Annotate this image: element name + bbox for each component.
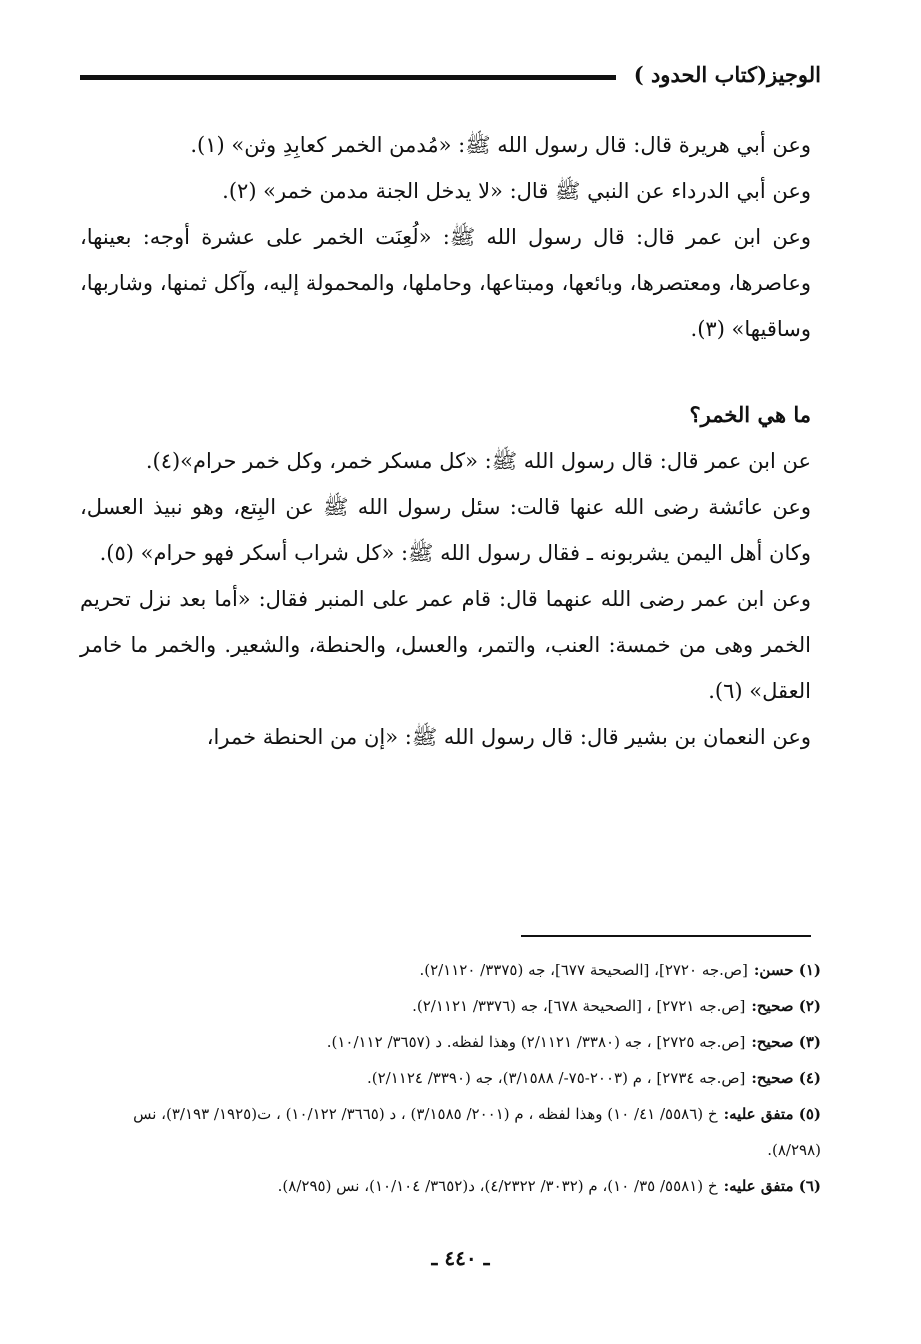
footnote-rule — [521, 935, 811, 937]
footnote-text: خ (٥٥٨٦/ ٤١/ ١٠) وهذا لفظه ، م (٢٠٠١/ ٣/١٥٨٥) ، د (٣٦٦٥/ ١٠/١٢٢) ، ت(١٩٢٥/ ٣/١٩٣)، نس (٨/٢٩٨). — [133, 1105, 821, 1159]
main-text — [80, 122, 811, 760]
footnotes — [80, 952, 821, 1204]
footnote-label: (٥) متفق عليه: — [723, 1105, 821, 1123]
footnote-text: [ص.جه ٢٧٢١] ، [الصحيحة ٦٧٨]، جه (٣٣٧٦/ ٢/١١٢١). — [412, 997, 746, 1015]
footnote-label: (٤) صحيح: — [751, 1069, 821, 1087]
header-title: الوجيز(كتاب الحدود ) — [633, 62, 821, 87]
page-number: ـ ٤٤٠ ـ — [431, 1246, 490, 1270]
paragraph-numan: وعن النعمان بن بشير قال: قال رسول الله ﷺ: «إن من الحنطة خمرا، — [206, 725, 811, 749]
footnote-text: [ص.جه ٢٧٢٠]، [الصحيحة ٦٧٧]، جه (٣٣٧٥/ ٢/١١٢٠). — [419, 961, 748, 979]
footnote-text: خ (٥٥٨١/ ٣٥/ ١٠)، م (٣٠٣٢/ ٤/٢٣٢٢)، د(٣٦٥٢/ ١٠/١٠٤)، نس (٨/٢٩٥). — [277, 1177, 718, 1195]
paragraph-umar-minbar: وعن ابن عمر رضى الله عنهما قال: قام عمر على المنبر فقال: «أما بعد نزل تحريم الخمر وهى من خمسة: العنب، والتمر، والعسل، والحنطة، والشعير. والخمر ما خامر العقل» (٦). — [80, 587, 811, 703]
footnote-4 — [80, 1060, 821, 1096]
paragraph-every-intoxicant: عن ابن عمر قال: قال رسول الله ﷺ: «كل مسكر خمر، وكل خمر حرام»(٤). — [145, 449, 811, 473]
footnote-1 — [80, 952, 821, 988]
footnote-text: [ص.جه ٢٧٣٤] ، م (٢٠٠٣-٧٥-/ ٣/١٥٨٨)، جه (٣٣٩٠/ ٢/١١٢٤). — [367, 1069, 746, 1087]
footnote-5 — [80, 1096, 821, 1168]
running-header — [80, 62, 821, 96]
paragraph-aisha: وعن عائشة رضى الله عنها قالت: سئل رسول الله ﷺ عن البِتع، وهو نبيذ العسل، وكان أهل اليمن يشربونه ـ فقال رسول الله ﷺ: «كل شراب أسكر فهو حرام» (٥). — [80, 495, 811, 565]
header-rule — [80, 75, 616, 80]
footnote-2 — [80, 988, 821, 1024]
paragraph-abu-hurayra: وعن أبي هريرة قال: قال رسول الله ﷺ: «مُدمن الخمر كعابِدِ وثن» (١). — [190, 133, 811, 157]
section-heading: ما هي الخمر؟ — [689, 402, 811, 427]
footnote-6 — [80, 1168, 821, 1204]
footnote-label: (٢) صحيح: — [751, 997, 821, 1015]
footnote-label: (٦) متفق عليه: — [723, 1177, 821, 1195]
paragraph-ibn-umar-curse: وعن ابن عمر قال: قال رسول الله ﷺ: «لُعِنَت الخمر على عشرة أوجه: بعينها، وعاصرها، ومعتصرها، وبائعها، ومبتاعها، وحاملها، والمحمولة إليه، وآكل ثمنها، وشاربها، وساقيها» (٣). — [80, 225, 811, 341]
footnote-label: (١) حسن: — [753, 961, 821, 979]
paragraph-abu-darda: وعن أبي الدرداء عن النبي ﷺ قال: «لا يدخل الجنة مدمن خمر» (٢). — [222, 179, 811, 203]
footnote-3 — [80, 1024, 821, 1060]
footnote-text: [ص.جه ٢٧٢٥] ، جه (٣٣٨٠/ ٢/١١٢١) وهذا لفظه. د (٣٦٥٧/ ١٠/١١٢). — [326, 1033, 746, 1051]
footnote-label: (٣) صحيح: — [751, 1033, 821, 1051]
